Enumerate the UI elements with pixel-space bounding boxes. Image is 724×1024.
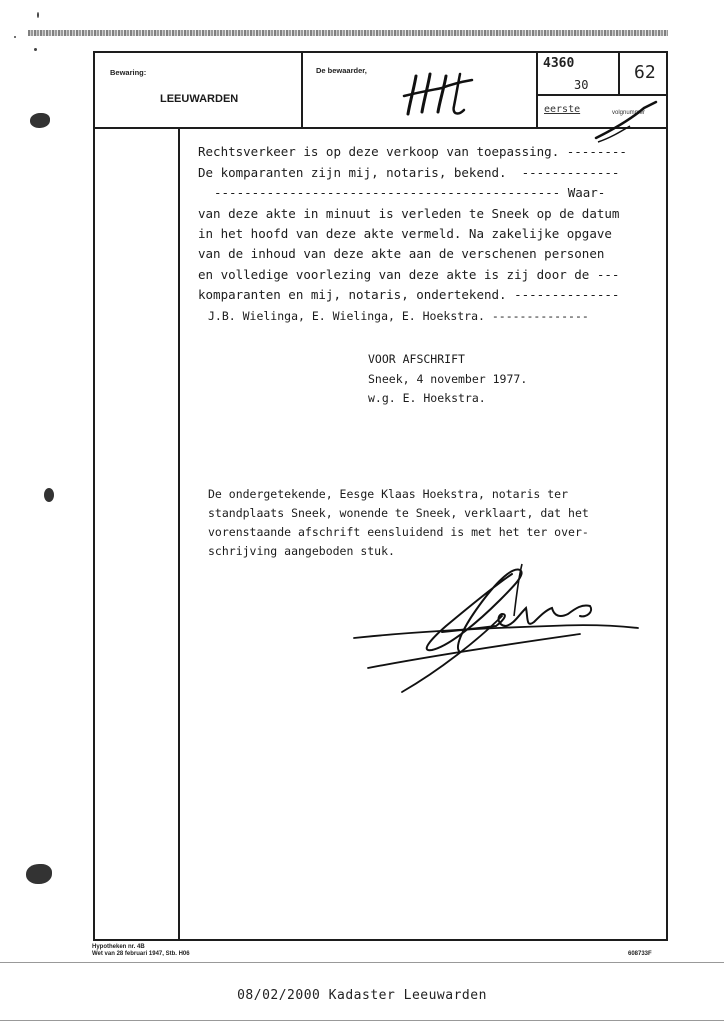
signatories-line: J.B. Wielinga, E. Wielinga, E. Hoekstra. --------------	[208, 309, 589, 323]
declaration-line: vorenstaande afschrift eensluidend is met het ter over-	[208, 525, 589, 539]
margin-column-line	[178, 128, 180, 941]
notary-signature	[350, 560, 650, 700]
bewaarder-label: De bewaarder,	[316, 66, 367, 75]
form-reference-2: Wet van 28 februari 1947, Stb. H06	[92, 951, 190, 957]
deed-line: ---------------------------------------------- Waar-	[214, 185, 606, 200]
copy-heading: VOOR AFSCHRIFT	[368, 352, 465, 366]
scan-edge-noise	[28, 30, 668, 36]
copy-place-date: Sneek, 4 november 1977.	[368, 372, 528, 386]
deed-line: van de inhoud van deze akte aan de verschenen personen	[198, 246, 605, 261]
punch-hole-bottom	[26, 864, 52, 884]
registrar-initials-signature	[402, 66, 482, 120]
deed-line: Rechtsverkeer is op deze verkoop van toepassing. --------	[198, 144, 627, 159]
page-number: 62	[634, 62, 656, 83]
deed-line: in het hoofd van deze akte vermeld. Na zakelijke opgave	[198, 226, 612, 241]
office-name: LEEUWARDEN	[160, 93, 239, 105]
scan-speck	[14, 36, 16, 38]
form-code: 608733F	[628, 951, 652, 957]
check-stroke-mark	[590, 98, 670, 148]
header-column-divider	[618, 51, 620, 95]
header-column-divider	[536, 51, 538, 128]
declaration-line: schrijving aangeboden stuk.	[208, 544, 395, 558]
form-reference-1: Hypotheken nr. 4B	[92, 944, 145, 950]
copy-signed-by: w.g. E. Hoekstra.	[368, 391, 486, 405]
copy-label: eerste	[544, 104, 581, 115]
scan-speck	[37, 12, 39, 18]
punch-hole-middle	[44, 488, 54, 502]
header-row-divider	[536, 94, 668, 96]
deed-line: De komparanten zijn mij, notaris, bekend. -------------	[198, 165, 620, 180]
scan-speck	[34, 48, 37, 51]
deed-line: van deze akte in minuut is verleden te Sneek op de datum	[198, 206, 620, 221]
register-sub-number: 30	[574, 78, 589, 92]
declaration-line: standplaats Sneek, wonende te Sneek, verklaart, dat het	[208, 506, 589, 520]
deed-line: komparanten en mij, notaris, ondertekend. --------------	[198, 287, 620, 302]
footer-rule	[0, 962, 724, 963]
register-number: 4360	[543, 56, 575, 71]
bewaring-label: Bewaring:	[110, 68, 147, 77]
header-column-divider	[301, 51, 303, 128]
punch-hole-top	[30, 113, 50, 128]
deed-line: en volledige voorlezing van deze akte is zij door de ---	[198, 267, 620, 282]
declaration-line: De ondergetekende, Eesge Klaas Hoekstra, notaris ter	[208, 487, 569, 501]
fax-header-line: 08/02/2000 Kadaster Leeuwarden	[237, 988, 487, 1003]
bottom-rule	[0, 1020, 724, 1021]
copy-suffix: volgnummer	[612, 110, 646, 116]
